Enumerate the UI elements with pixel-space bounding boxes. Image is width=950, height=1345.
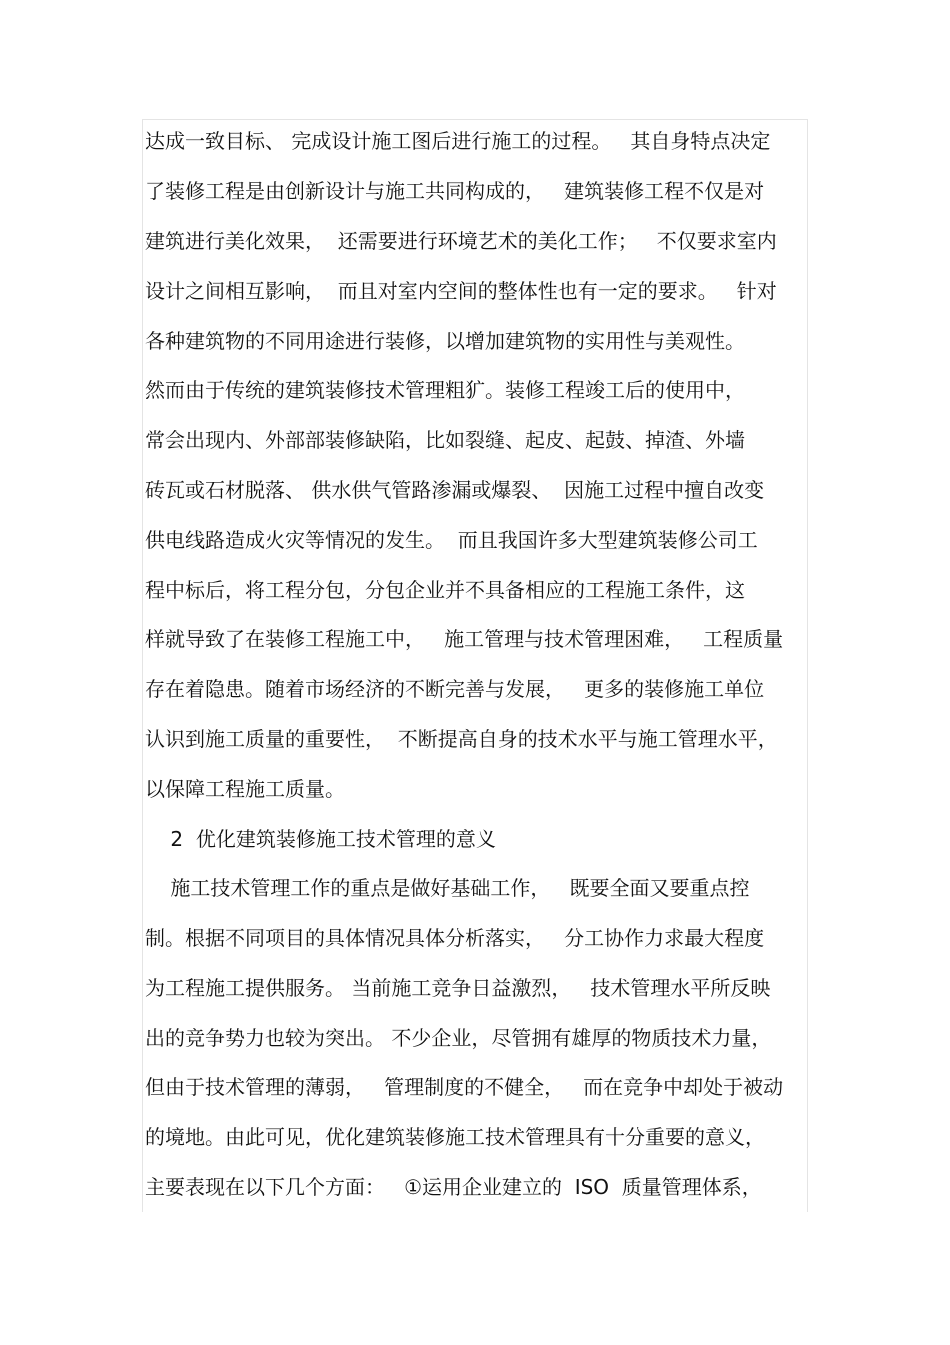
section-heading: 2 优化建筑装修施工技术管理的意义	[145, 827, 496, 851]
text-line: 各种建筑物的不同用途进行装修，以增加建筑物的实用性与美观性。	[145, 329, 745, 353]
text-line: 施工技术管理工作的重点是做好基础工作， 既要全面又要重点控	[145, 876, 750, 900]
text-line: 为工程施工提供服务。 当前施工竞争日益激烈， 技术管理水平所反映	[145, 976, 771, 1000]
text-line: 的境地。由此可见，优化建筑装修施工技术管理具有十分重要的意义，	[145, 1125, 765, 1149]
text-line: 达成一致目标、 完成设计施工图后进行施工的过程。 其自身特点决定	[145, 129, 771, 153]
text-line: 制。根据不同项目的具体情况具体分析落实， 分工协作力求最大程度	[145, 926, 765, 950]
text-line: 然而由于传统的建筑装修技术管理粗犷。装修工程竣工后的使用中，	[145, 378, 745, 402]
text-line: 样就导致了在装修工程施工中， 施工管理与技术管理困难， 工程质量	[145, 627, 784, 651]
text-line: 存在着隐患。随着市场经济的不断完善与发展， 更多的装修施工单位	[145, 677, 765, 701]
text-line: 程中标后，将工程分包，分包企业并不具备相应的工程施工条件，这	[145, 578, 745, 602]
text-line: 常会出现内、外部部装修缺陷，比如裂缝、起皮、起鼓、掉渣、外墙	[145, 428, 745, 452]
text-line: 认识到施工质量的重要性， 不断提高自身的技术水平与施工管理水平，	[145, 727, 778, 751]
text-line: 主要表现在以下几个方面： ①运用企业建立的 ISO 质量管理体系，	[145, 1175, 762, 1199]
text-line: 供电线路造成火灾等情况的发生。 而且我国许多大型建筑装修公司工	[145, 528, 758, 552]
text-line: 砖瓦或石材脱落、 供水供气管路渗漏或爆裂、 因施工过程中擅自改变	[145, 478, 765, 502]
text-line: 但由于技术管理的薄弱， 管理制度的不健全， 而在竞争中却处于被动	[145, 1075, 784, 1099]
text-line: 了装修工程是由创新设计与施工共同构成的， 建筑装修工程不仅是对	[145, 179, 765, 203]
text-line: 设计之间相互影响， 而且对室内空间的整体性也有一定的要求。 针对	[145, 279, 777, 303]
page-frame-top-border	[142, 119, 808, 120]
page-frame-left-border	[142, 119, 143, 1212]
text-line: 建筑进行美化效果， 还需要进行环境艺术的美化工作； 不仅要求室内	[145, 229, 777, 253]
text-line: 以保障工程施工质量。	[145, 777, 345, 801]
text-line: 出的竞争势力也较为突出。 不少企业，尽管拥有雄厚的物质技术力量，	[145, 1026, 772, 1050]
page-frame-right-border	[807, 119, 808, 1212]
